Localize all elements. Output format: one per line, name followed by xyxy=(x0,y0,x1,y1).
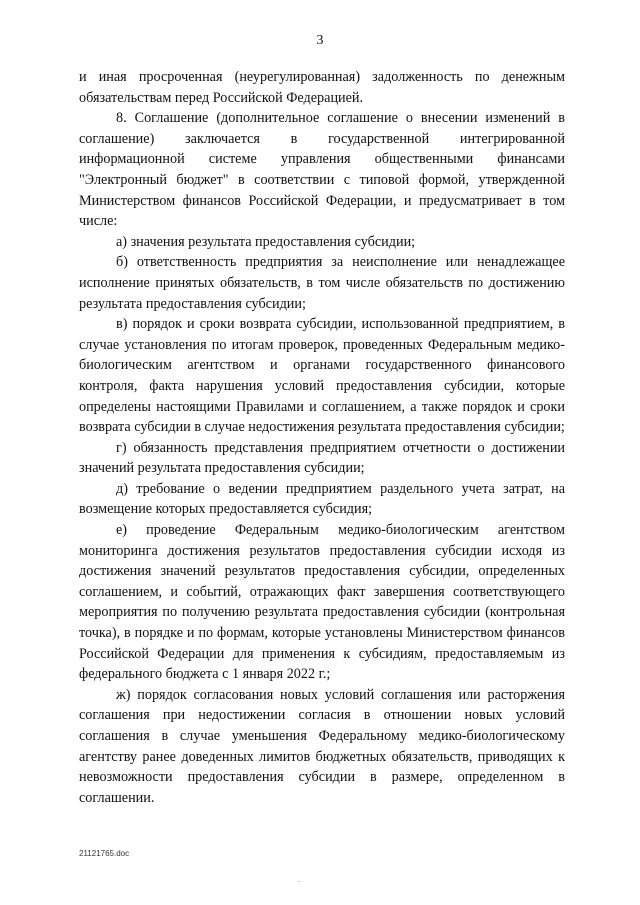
footer-dot: . xyxy=(298,875,300,884)
paragraph: а) значения результата предоставления субсидии; xyxy=(116,233,416,250)
paragraph: б) ответственность предприятия за неисполнение или ненадлежащее исполнение принятых обязательств, в том числе обязательств по достижению результата предоставления субсидии; xyxy=(79,254,565,312)
paragraph: е) проведение Федеральным медико-биологическим агентством мониторинга достижения результатов предоставления субсидии исходя из достижения значений результатов предоставления субсидии, определенных соглашением, и событий, отражающих факт завершения соответствующего мероприятия по получению результата предоставления субсидии (контрольная точка), в порядке и по формам, которые установлены Министерством финансов Российской Федерации для применения к субсидиям, предоставляемым из федерального бюджета с 1 января 2022 г.; xyxy=(79,522,565,683)
paragraph: д) требование о ведении предприятием раздельного учета затрат, на возмещение которых предоставляется субсидия; xyxy=(79,480,565,518)
paragraph: и иная просроченная (неурегулированная) задолженность по денежным обязательствам перед Российской Федерацией. xyxy=(79,69,565,106)
page-number: 3 xyxy=(316,33,324,48)
paragraph: в) порядок и сроки возврата субсидии, использованной предприятием, в случае установления по итогам проверок, проведенных Федеральным медико-биологическим агентством и органами государственного финансового контроля, факта нарушения условий предоставления субсидии, которые определены настоящими Правилами и соглашением, а также порядок и сроки возврата субсидии в случае недостижения результата предоставления субсидии; xyxy=(79,316,565,436)
paragraph: 8. Соглашение (дополнительное соглашение о внесении изменений в соглашение) заключается в государственной интегрированной информационной системе управления общественными финансами "Электронный бюджет" в соответствии с типовой формой, утвержденной Министерством финансов Российской Федерации, и предусматривает в том числе: xyxy=(79,110,565,230)
paragraph: ж) порядок согласования новых условий соглашения или расторжения соглашения при недостижении согласия в отношении новых условий соглашения в случае уменьшения Федеральному медико-биологическому агентству ранее доведенных лимитов бюджетных обязательств, приводящих к невозможности предоставления субсидии в размере, определенном в соглашении. xyxy=(79,686,565,806)
document-body xyxy=(79,67,565,808)
document-file-code: 21121765.doc xyxy=(79,849,130,858)
paragraph: г) обязанность представления предприятием отчетности о достижении значений результата предоставления субсидии; xyxy=(79,439,565,477)
